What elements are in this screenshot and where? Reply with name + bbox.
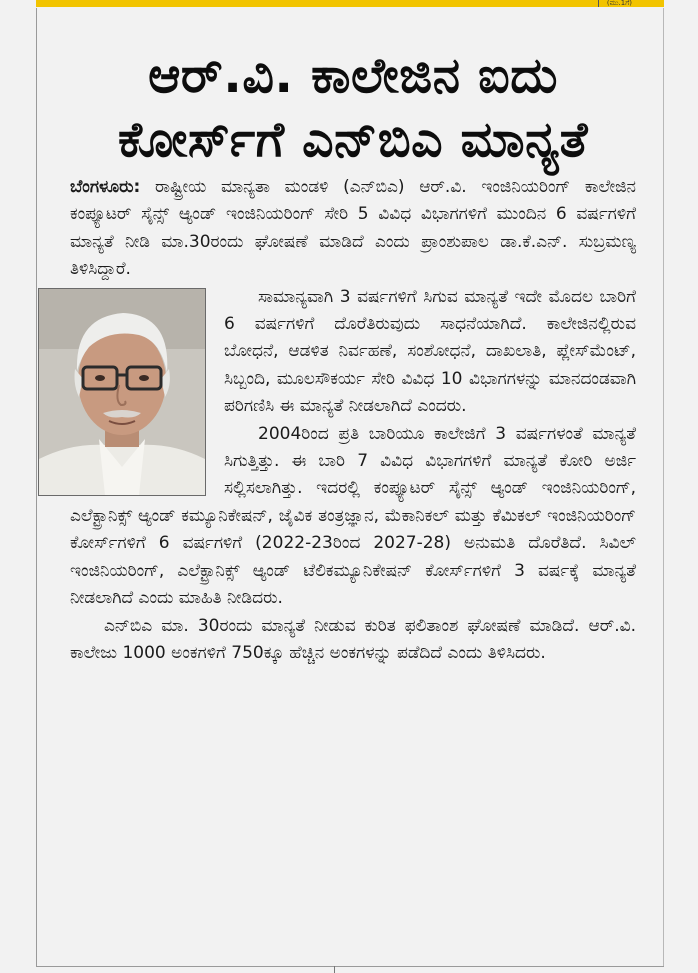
- article-body: [70, 174, 636, 667]
- headline: ಆರ್.ವಿ. ಕಾಲೇಜಿನ ಐದು ಕೋರ್ಸ್‌ಗೆ ಎನ್‌ಬಿಎ ಮಾನ್ಯತೆ: [117, 47, 589, 168]
- dateline: ಬೆಂಗಳೂರು:: [70, 177, 141, 197]
- paragraph-1: [70, 174, 636, 284]
- paragraph-4: ಎನ್‌ಬಿಎ ಮಾ. 30ರಂದು ಮಾನ್ಯತೆ ನೀಡುವ ಕುರಿತ ಫಲಿತಾಂಶ ಘೋಷಣೆ ಮಾಡಿದೆ. ಆರ್.ವಿ. ಕಾಲೇಜು 1000 ಅಂಕಗಳಿಗೆ 750ಕ್ಕೂ ಹೆಚ್ಚಿನ ಅಂಕಗಳನ್ನು ಪಡೆದಿದೆ ಎಂದು ತಿಳಿಸಿದರು.: [70, 615, 636, 663]
- paragraph-3: 2004ರಿಂದ ಪ್ರತಿ ಬಾರಿಯೂ ಕಾಲೇಜಿಗೆ 3 ವರ್ಷಗಳಂತೆ ಮಾನ್ಯತೆ ಸಿಗುತ್ತಿತ್ತು. ಈ ಬಾರಿ 7 ವಿವಿಧ ವಿಭಾಗಗಳಿಗೆ ಮಾನ್ಯತೆ ಕೋರಿ ಅರ್ಜಿ ಸಲ್ಲಿಸಲಾಗಿತ್ತು. ಇದರಲ್ಲಿ ಕಂಪ್ಯೂಟರ್ ಸೈನ್ಸ್ ಆ್ಯಂಡ್ ಇಂಜಿನಿಯರಿಂಗ್, ಎಲೆಕ್ಟ್ರಾನಿಕ್ಸ್ ಆ್ಯಂಡ್ ಕಮ್ಯೂನಿಕೇಷನ್, ಜೈವಿಕ ತಂತ್ರಜ್ಞಾನ, ಮೆಕಾನಿಕಲ್ ಮತ್ತು ಕೆಮಿಕಲ್ ಇಂಜಿನಿಯರಿಂಗ್ ಕೋರ್ಸ್‌ಗಳಿಗೆ 6 ವರ್ಷಗಳಿಗೆ (2022-23ರಿಂದ 2027-28) ಅನುಮತಿ ದೊರೆತಿದೆ. ಸಿವಿಲ್ ಇಂಜಿನಿಯರಿಂಗ್, ಎಲೆಕ್ಟ್ರಾನಿಕ್ಸ್ ಆ್ಯಂಡ್ ಟೆಲಿಕಮ್ಯೂನಿಕೇಷನ್ ಕೋರ್ಸ್‌ಗಳಿಗೆ 3 ವರ್ಷಕ್ಕೆ ಮಾನ್ಯತೆ ನೀಡಲಾಗಿದೆ ಎಂದು ಮಾಹಿತಿ ನೀಡಿದರು.: [70, 423, 636, 609]
- bottom-rule-stub: [334, 966, 335, 973]
- continuation-tab: (ಮು.1ಗೆ): [598, 0, 640, 7]
- top-accent-bar: [36, 0, 664, 7]
- news-article: [70, 44, 636, 667]
- portrait-photo: [38, 288, 206, 496]
- paragraph-2: ಸಾಮಾನ್ಯವಾಗಿ 3 ವರ್ಷಗಳಿಗೆ ಸಿಗುವ ಮಾನ್ಯತೆ ಇದೇ ಮೊದಲ ಬಾರಿಗೆ 6 ವರ್ಷಗಳಿಗೆ ದೊರೆತಿರುವುದು ಸಾಧನೆಯಾಗಿದೆ. ಕಾಲೇಜಿನಲ್ಲಿರುವ ಬೋಧನೆ, ಆಡಳಿತ ನಿರ್ವಹಣೆ, ಸಂಶೋಧನೆ, ದಾಖಲಾತಿ, ಪ್ಲೇಸ್‌ಮೆಂಟ್, ಸಿಬ್ಬಂದಿ, ಮೂಲಸೌಕರ್ಯ ಸೇರಿ ವಿವಿಧ 10 ವಿಭಾಗಗಳನ್ನು ಮಾನದಂಡವಾಗಿ ಪರಿಗಣಿಸಿ ಈ ಮಾನ್ಯತೆ ನೀಡಲಾಗಿದೆ ಎಂದರು.: [224, 286, 636, 417]
- portrait-illustration: [39, 289, 205, 495]
- column-rule-left: [36, 8, 37, 966]
- bottom-rule: [36, 966, 664, 967]
- column-rule-right: [663, 8, 664, 966]
- paragraph-1-text: ರಾಷ್ಟ್ರೀಯ ಮಾನ್ಯತಾ ಮಂಡಳಿ (ಎನ್‌ಬಿಎ) ಆರ್.ವಿ. ಇಂಜಿನಿಯರಿಂಗ್ ಕಾಲೇಜಿನ ಕಂಪ್ಯೂಟರ್ ಸೈನ್ಸ್ ಆ್ಯಂಡ್ ಇಂಜಿನಿಯರಿಂಗ್ ಸೇರಿ 5 ವಿವಿಧ ವಿಭಾಗಗಳಿಗೆ ಮುಂದಿನ 6 ವರ್ಷಗಳಿಗೆ ಮಾನ್ಯತೆ ನೀಡಿ ಮಾ.30ರಂದು ಘೋಷಣೆ ಮಾಡಿದೆ ಎಂದು ಪ್ರಾಂಶುಪಾಲ ಡಾ.ಕೆ.ಎನ್. ಸುಬ್ರಮಣ್ಯ ತಿಳಿಸಿದ್ದಾರೆ.: [70, 177, 636, 280]
